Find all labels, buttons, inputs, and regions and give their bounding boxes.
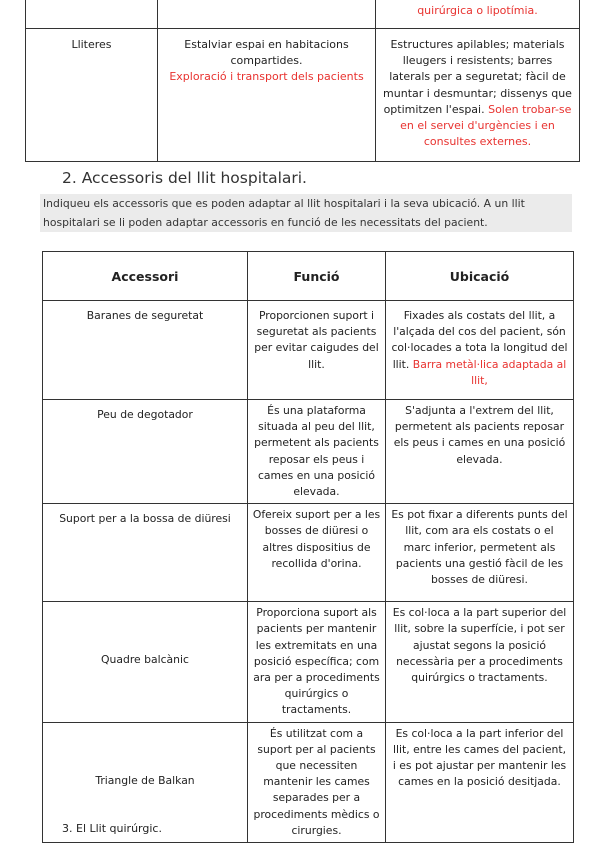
cell-funcio: És una plataforma situada al peu del llit, permetent als pacients reposar els peus i cames en una posició elevada. xyxy=(248,400,386,504)
cell-ubicacio: Fixades als costats del llit, a l'alçada del cos del pacient, són col·locades a tota la longitud del llit. Barra metàl·lica adaptada al llit, xyxy=(386,301,574,400)
cell-ubicacio: Es col·loca a la part superior del llit, sobre la superfície, i pot ser ajustat segons la posició necessària per a procediments quirúrgics o tractaments. xyxy=(386,602,574,722)
cell-accessori: Quadre balcànic xyxy=(43,602,248,722)
section-intro: Indiqueu els accessoris que es poden adaptar al llit hospitalari i la seva ubicació. A un llit hospitalari se li poden adaptar accessoris en funció de les necessitats del pacient. xyxy=(40,194,572,232)
cell-caracteristiques: Estructures apilables; materials lleugers i resistents; barres laterals per a seguretat; fàcil de muntar i desmuntar; dissenys que optimitzen l'espai. Solen trobar-se en el servei d'urgències i en consultes externes. xyxy=(376,29,580,162)
cell-accessori: Suport per a la bossa de diüresi xyxy=(43,504,248,602)
cell-accessori: Baranes de seguretat xyxy=(43,301,248,400)
cell-funcio: Proporciona suport als pacients per mantenir les extremitats en una posició específica; com ara per a procediments quirúrgics o tractaments. xyxy=(248,602,386,722)
section-title: 2. Accessoris del llit hospitalari. xyxy=(62,169,307,187)
header-ubicacio: Ubicació xyxy=(386,252,574,301)
header-accessori: Accessori xyxy=(43,252,248,301)
cell-accessori: Triangle de Balkan xyxy=(43,722,248,842)
cell-funcio: Ofereix suport per a les bosses de diüresi o altres dispositius de recollida d'orina. xyxy=(248,504,386,602)
table-row xyxy=(43,504,574,602)
cell-funcio: És utilitzat com a suport per al pacients que necessiten mantenir les cames separades per a procediments mèdics o cirurgies. xyxy=(248,722,386,842)
bed-types-table xyxy=(25,0,580,162)
table-row xyxy=(43,400,574,504)
cell-ubicacio: Es pot fixar a diferents punts del llit, com ara els costats o el marc inferior, permetent als pacients una gestió fàcil de les bosses de diüresi. xyxy=(386,504,574,602)
cell-name: Lliteres xyxy=(26,29,158,162)
table-row xyxy=(26,29,580,162)
table-row xyxy=(43,301,574,400)
accessories-table xyxy=(42,251,574,843)
table-row xyxy=(26,0,580,29)
table-row xyxy=(43,602,574,722)
header-funcio: Funció xyxy=(248,252,386,301)
cell-funcio: Estalviar espai en habitacions compartides. Exploració i transport dels pacients xyxy=(158,29,376,162)
cell-red-text: quirúrgica o lipotímia. xyxy=(417,4,538,17)
cell-funcio: Proporcionen suport i seguretat als pacients per evitar caigudes del llit. xyxy=(248,301,386,400)
cell-accessori: Peu de degotador xyxy=(43,400,248,504)
cell-ubicacio: Es col·loca a la part inferior del llit, entre les cames del pacient, i es pot ajustar per mantenir les cames en la posició desitjada. xyxy=(386,722,574,842)
cell-ubicacio: S'adjunta a l'extrem del llit, permetent als pacients reposar els peus i cames en una posició elevada. xyxy=(386,400,574,504)
table-header-row xyxy=(43,252,574,301)
next-section-title: 3. El Llit quirúrgic. xyxy=(62,822,162,835)
